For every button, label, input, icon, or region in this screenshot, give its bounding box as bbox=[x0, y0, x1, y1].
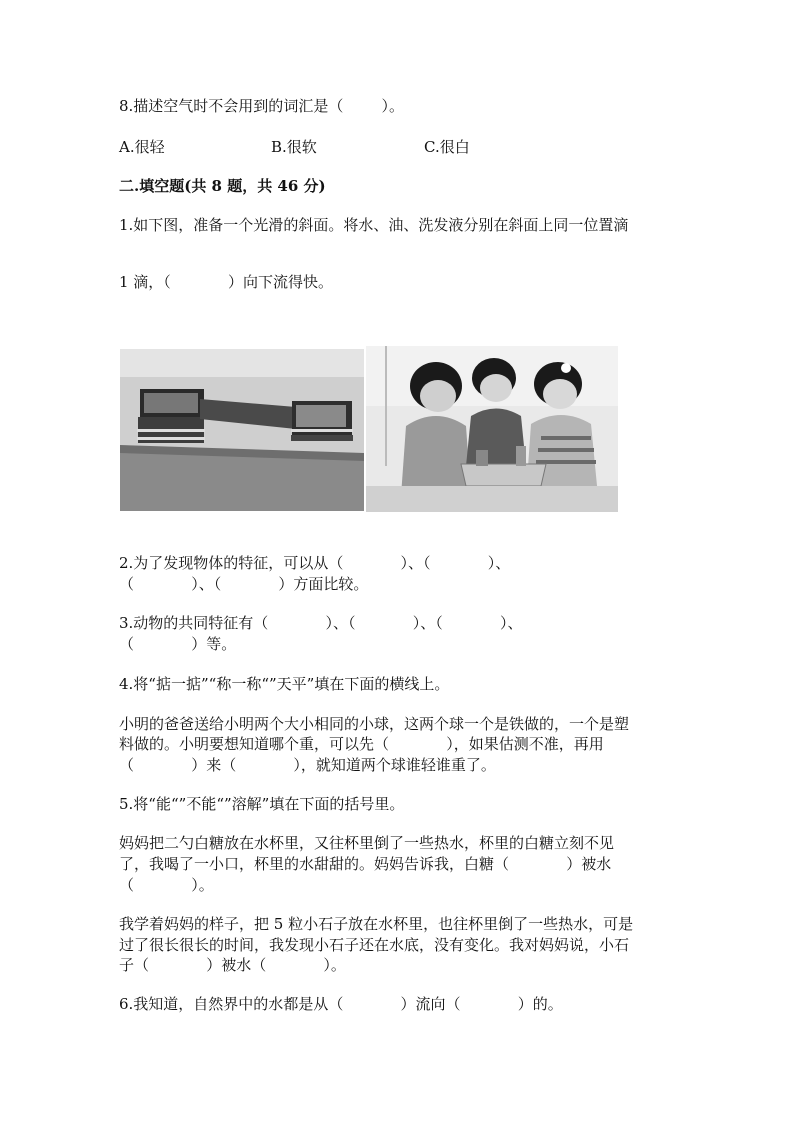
fill1-line2: 1 滴，（ ）向下流得快。 bbox=[119, 273, 334, 291]
fill5-b1: 我学着妈妈的样子，把 5 粒小石子放在水杯里，也往杯里倒了一些热水，可是 bbox=[119, 915, 634, 933]
fill5-b2: 过了很长很长的时间，我发现小石子还在水底，没有变化。我对妈妈说，小石 bbox=[119, 936, 630, 954]
fill3-line2: （ ）等。 bbox=[119, 635, 237, 653]
q8-option-b: B.很软 bbox=[271, 138, 317, 156]
fill2-line2: （ ）、（ ）方面比较。 bbox=[119, 575, 369, 593]
section-heading: 二.填空题(共 8 题，共 46 分) bbox=[119, 177, 326, 195]
slope-photo bbox=[120, 349, 364, 511]
fill5-a2: 了，我喝了一小口，杯里的水甜甜的。妈妈告诉我，白糖（ ）被水 bbox=[119, 855, 612, 873]
fill6-line1: 6.我知道，自然界中的水都是从（ ）流向（ ）的。 bbox=[119, 995, 563, 1013]
fill5-b3: 子（ ）被水（ ）。 bbox=[119, 956, 346, 974]
q8-option-c: C.很白 bbox=[424, 138, 470, 156]
fill5-a3: （ ）。 bbox=[119, 876, 214, 894]
q8-stem: 8.描述空气时不会用到的词汇是（ ）。 bbox=[119, 97, 404, 115]
fill4-stem: 4.将“掂一掂”“称一称“”天平”填在下面的横线上。 bbox=[119, 675, 450, 693]
fill3-line1: 3.动物的共同特征有（ ）、（ ）、（ ）、 bbox=[119, 614, 523, 632]
q8-option-a: A.很轻 bbox=[119, 138, 165, 156]
fill1-line1: 1.如下图，准备一个光滑的斜面。将水、油、洗发液分别在斜面上同一位置滴 bbox=[119, 216, 629, 234]
children-experiment-photo bbox=[366, 346, 618, 512]
fill4-p2: 料做的。小明要想知道哪个重，可以先（ ），如果估测不准，再用 bbox=[119, 735, 604, 753]
fill5-a1: 妈妈把二勺白糖放在水杯里，又往杯里倒了一些热水，杯里的白糖立刻不见 bbox=[119, 834, 615, 852]
fill2-line1: 2.为了发现物体的特征，可以从（ ）、（ ）、 bbox=[119, 554, 511, 572]
fill4-p1: 小明的爸爸送给小明两个大小相同的小球，这两个球一个是铁做的，一个是塑 bbox=[119, 715, 630, 733]
fill4-p3: （ ）来（ ），就知道两个球谁轻谁重了。 bbox=[119, 756, 496, 774]
fill5-stem: 5.将“能“”不能“”溶解”填在下面的括号里。 bbox=[119, 795, 405, 813]
